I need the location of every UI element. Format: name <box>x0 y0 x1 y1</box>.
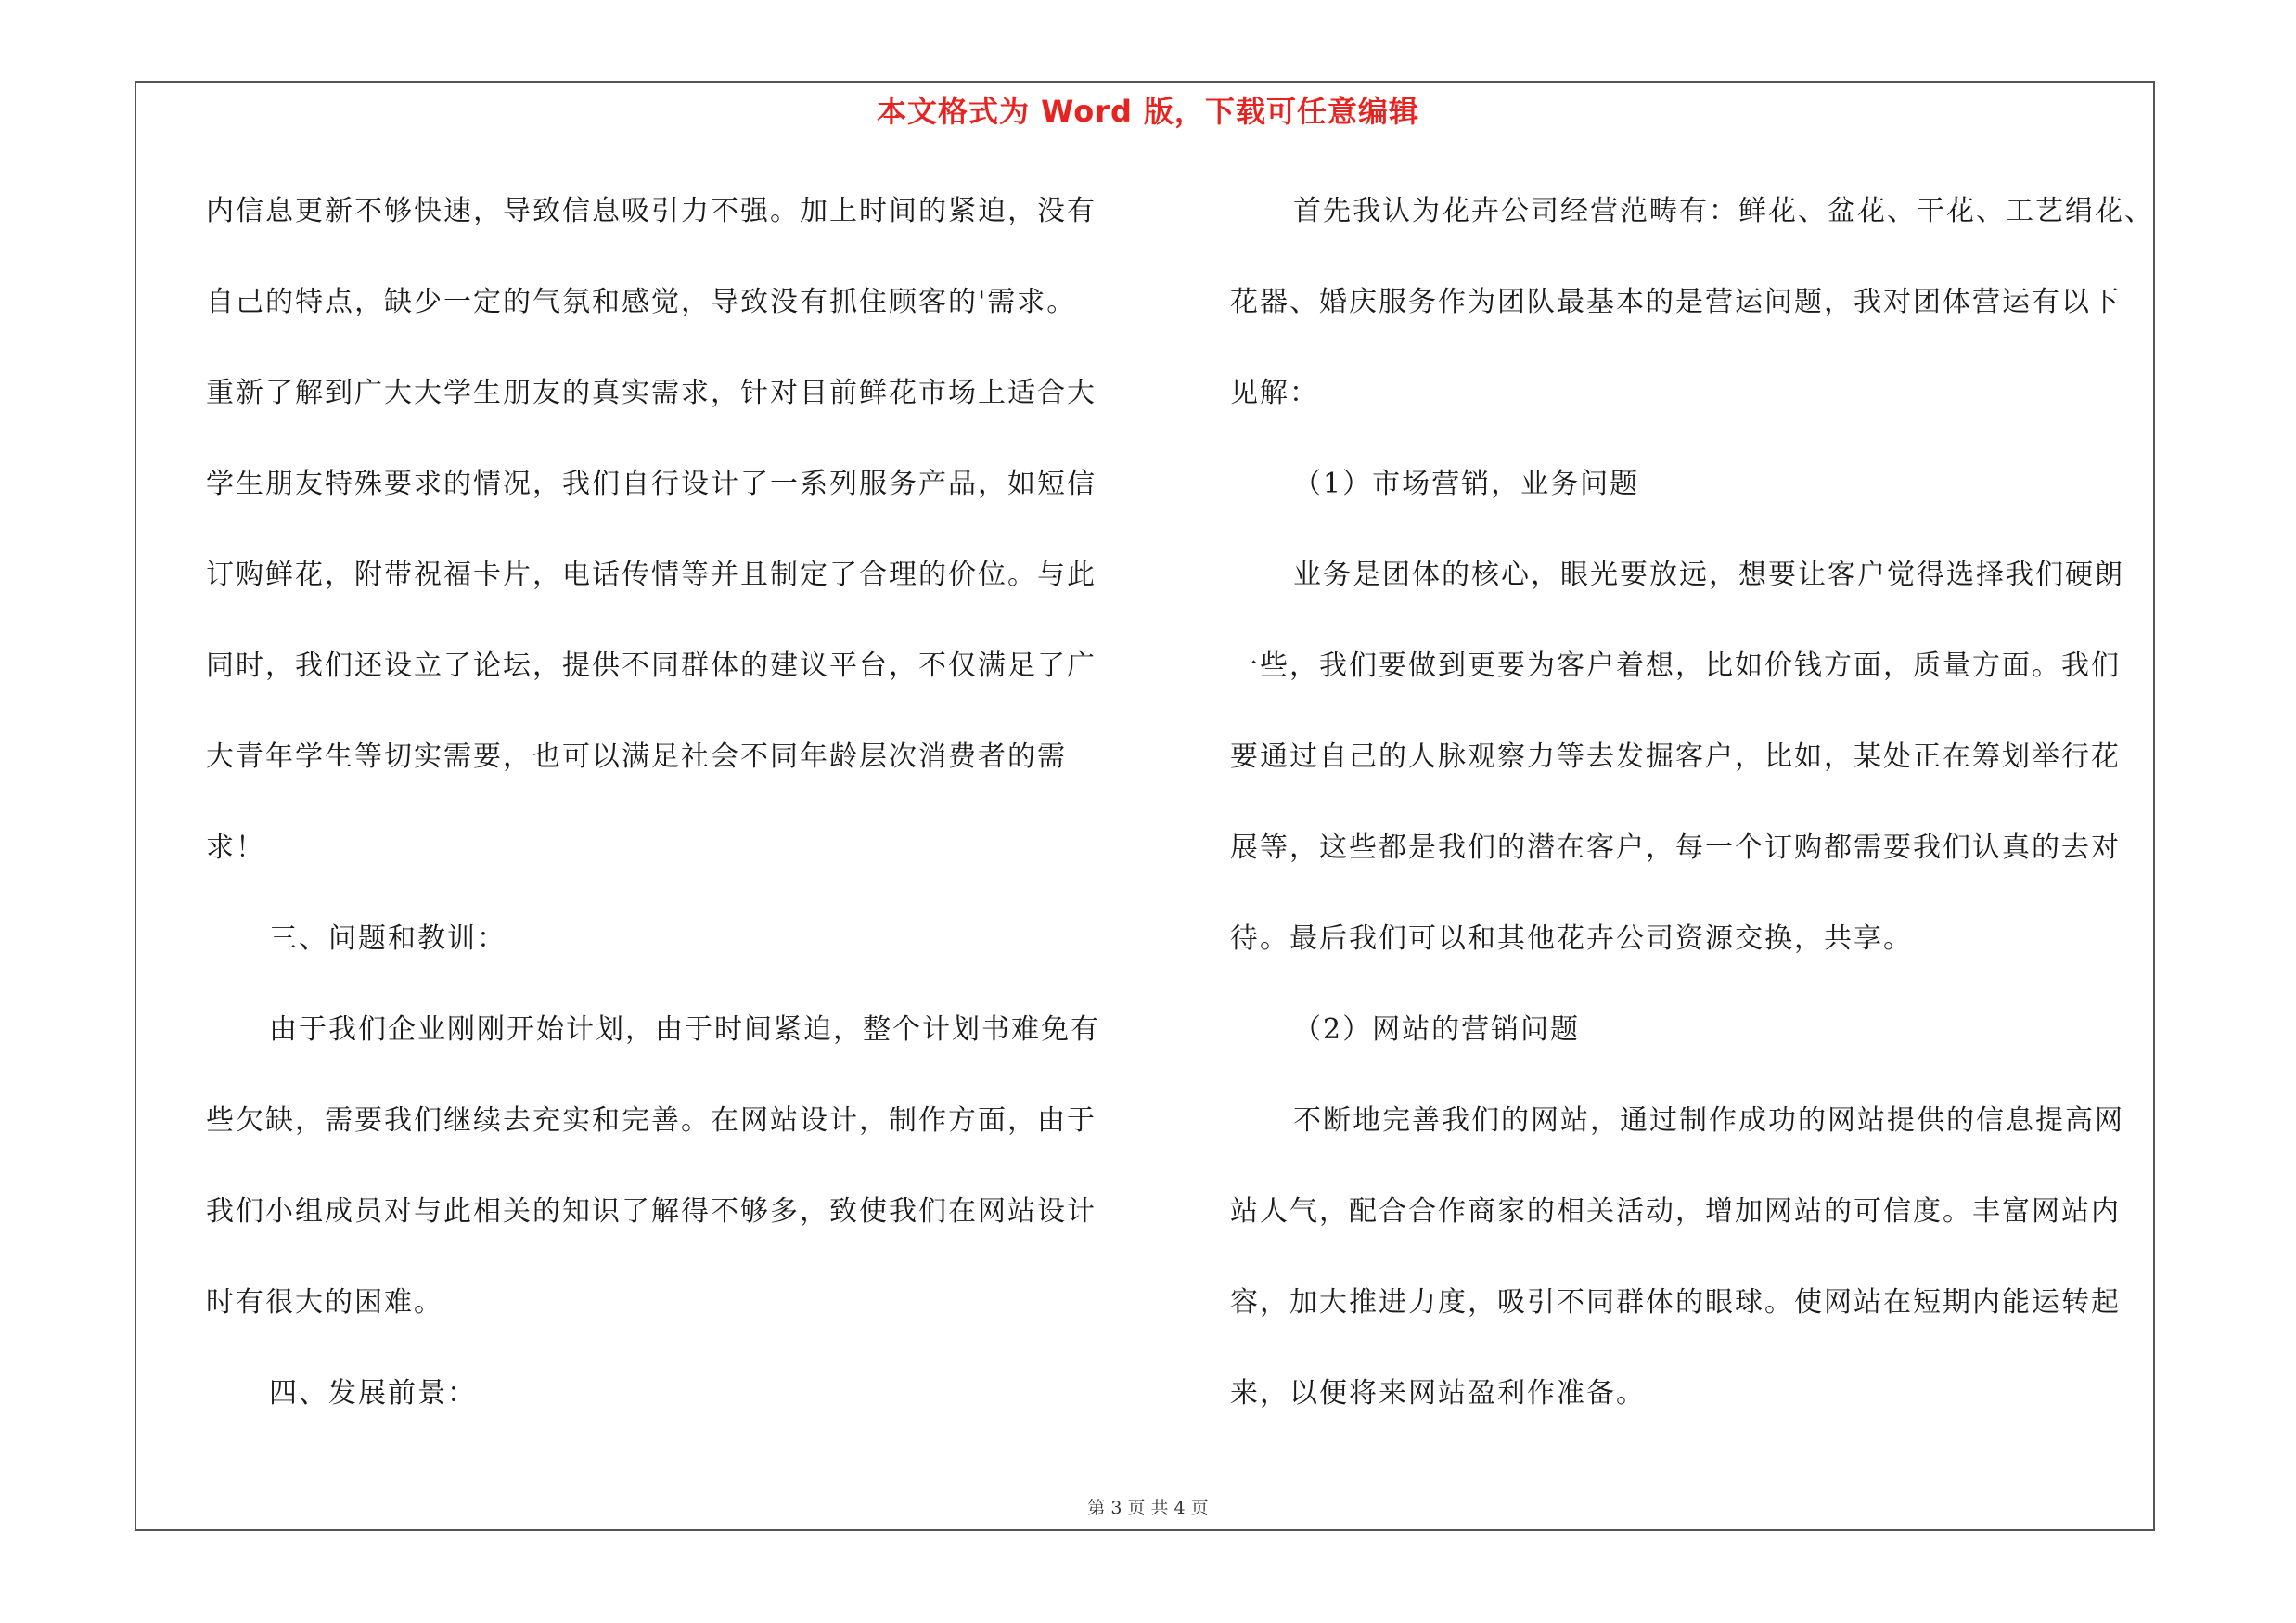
text-line: 业务是团体的核心，眼光要放远，想要让客户觉得选择我们硬朗 <box>1293 559 2124 591</box>
text-line: 花器、婚庆服务作为团队最基本的是营运问题，我对团体营运有以下 <box>1230 286 2121 318</box>
text-line: 首先我认为花卉公司经营范畴有：鲜花、盆花、干花、工艺绢花、 <box>1293 195 2154 227</box>
text-line: 大青年学生等切实需要，也可以满足社会不同年龄层次消费者的需 <box>206 741 1067 773</box>
section-heading: 三、问题和教训： <box>269 922 507 955</box>
text-line: 同时，我们还设立了论坛，提供不同群体的建议平台，不仅满足了广 <box>206 650 1097 682</box>
page-number-footer: 第 3 页 共 4 页 <box>1087 1498 1209 1518</box>
text-line: 订购鲜花，附带祝福卡片，电话传情等并且制定了合理的价位。与此 <box>206 559 1097 591</box>
text-line: 重新了解到广大大学生朋友的真实需求，针对目前鲜花市场上适合大 <box>206 377 1097 409</box>
text-line: 待。最后我们可以和其他花卉公司资源交换，共享。 <box>1230 922 1913 955</box>
text-line: 自己的特点，缺少一定的气氛和感觉，导致没有抓住顾客的'需求。 <box>206 286 1077 318</box>
text-line: 来，以便将来网站盈利作准备。 <box>1230 1377 1646 1410</box>
text-line: 要通过自己的人脉观察力等去发掘客户，比如，某处正在筹划举行花 <box>1230 741 2121 773</box>
text-line: 一些，我们要做到更要为客户着想，比如价钱方面，质量方面。我们 <box>1230 650 2121 682</box>
text-line: 时有很大的困难。 <box>206 1286 443 1319</box>
left-column <box>206 184 1124 1457</box>
text-line: 内信息更新不够快速，导致信息吸引力不强。加上时间的紧迫，没有 <box>206 195 1097 227</box>
right-column <box>1230 184 2154 1457</box>
text-line: 见解： <box>1230 377 1319 409</box>
text-line: 学生朋友特殊要求的情况，我们自行设计了一系列服务产品，如短信 <box>206 468 1097 500</box>
subsection-heading: （1）市场营销，业务问题 <box>1293 468 1640 500</box>
header-banner: 本文格式为 Word 版，下载可任意编辑 <box>876 94 1420 129</box>
subsection-heading: （2）网站的营销问题 <box>1293 1013 1581 1046</box>
text-line: 容，加大推进力度，吸引不同群体的眼球。使网站在短期内能运转起 <box>1230 1286 2121 1319</box>
text-line: 站人气，配合合作商家的相关活动，增加网站的可信度。丰富网站内 <box>1230 1195 2121 1228</box>
text-line: 我们小组成员对与此相关的知识了解得不够多，致使我们在网站设计 <box>206 1195 1097 1228</box>
text-line: 由于我们企业刚刚开始计划，由于时间紧迫，整个计划书难免有 <box>269 1013 1100 1046</box>
text-line: 不断地完善我们的网站，通过制作成功的网站提供的信息提高网 <box>1293 1104 2124 1137</box>
section-heading: 四、发展前景： <box>269 1377 477 1410</box>
text-line: 些欠缺，需要我们继续去充实和完善。在网站设计，制作方面，由于 <box>206 1104 1097 1137</box>
text-line: 求！ <box>206 831 265 864</box>
text-line: 展等，这些都是我们的潜在客户，每一个订购都需要我们认真的去对 <box>1230 831 2121 864</box>
